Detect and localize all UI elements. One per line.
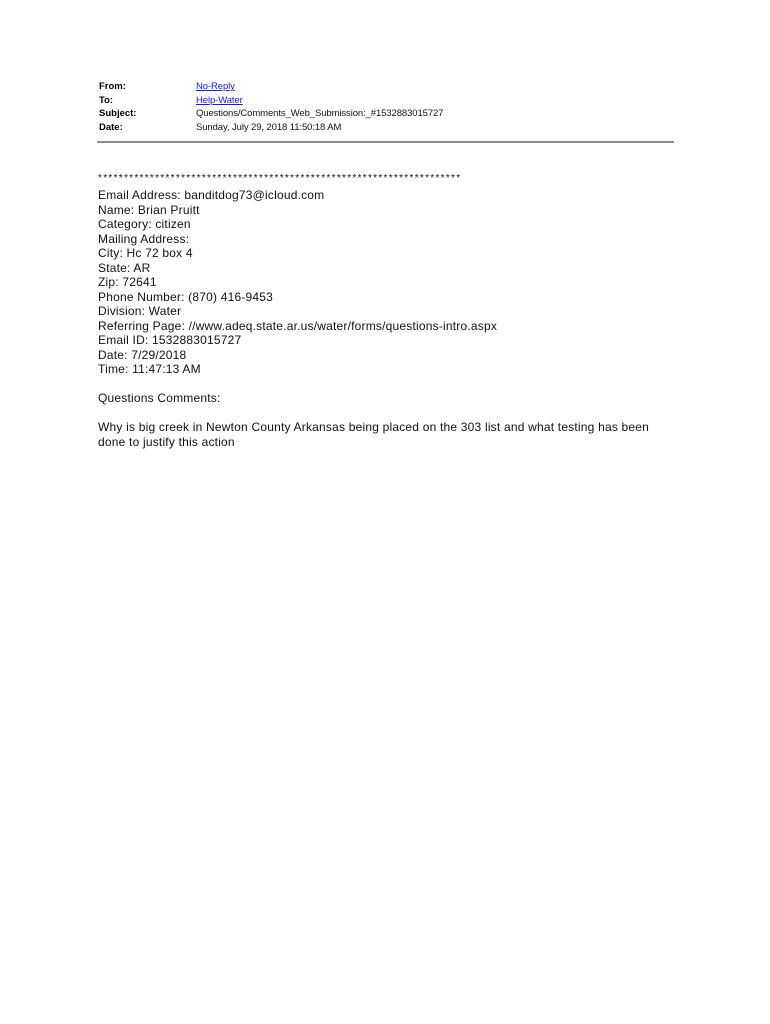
mailing-address-line: Mailing Address: [98, 231, 190, 246]
to-label: To: [99, 94, 114, 106]
email-address-line: Email Address: banditdog73@icloud.com [98, 188, 325, 202]
to-link[interactable]: Help-Water [196, 94, 243, 106]
date-row [99, 121, 674, 135]
questions-heading: Questions Comments: [98, 391, 221, 405]
from-row [99, 80, 674, 94]
phone-line: Phone Number: (870) 416-9453 [98, 289, 274, 304]
zip-line: Zip: 72641 [98, 275, 157, 289]
from-label: From: [99, 81, 126, 92]
date-label: Date: [99, 121, 123, 133]
header-divider [97, 141, 674, 143]
question-text: Why is big creek in Newton County Arkansas being placed on the 303 list and what testing has been done to justify this action [98, 420, 650, 449]
from-link[interactable]: No-Reply [196, 81, 235, 92]
time-line: Time: 11:47:13 AM [98, 362, 201, 376]
email-body [98, 172, 668, 449]
category-line: Category: citizen [98, 217, 191, 231]
subject-label: Subject: [99, 108, 137, 119]
date-line: Date: 7/29/2018 [98, 347, 187, 362]
email-header [99, 80, 674, 134]
city-line: City: Hc 72 box 4 [98, 246, 193, 260]
blank-line [98, 377, 668, 392]
to-row [99, 94, 674, 108]
date-value: Sunday, July 29, 2018 11:50:18 AM [196, 121, 342, 133]
subject-value: Questions/Comments_Web_Submission:_#1532883015727 [196, 108, 444, 119]
subject-row [99, 107, 674, 121]
referring-page-line: Referring Page: //www.adeq.state.ar.us/water/forms/questions-intro.aspx [98, 318, 498, 333]
separator-line: ********************************************************************** [98, 173, 462, 184]
blank-line [98, 406, 668, 421]
email-id-line: Email ID: 1532883015727 [98, 333, 242, 347]
name-line: Name: Brian Pruitt [98, 202, 200, 217]
state-line: State: AR [98, 260, 151, 275]
division-line: Division: Water [98, 304, 182, 318]
